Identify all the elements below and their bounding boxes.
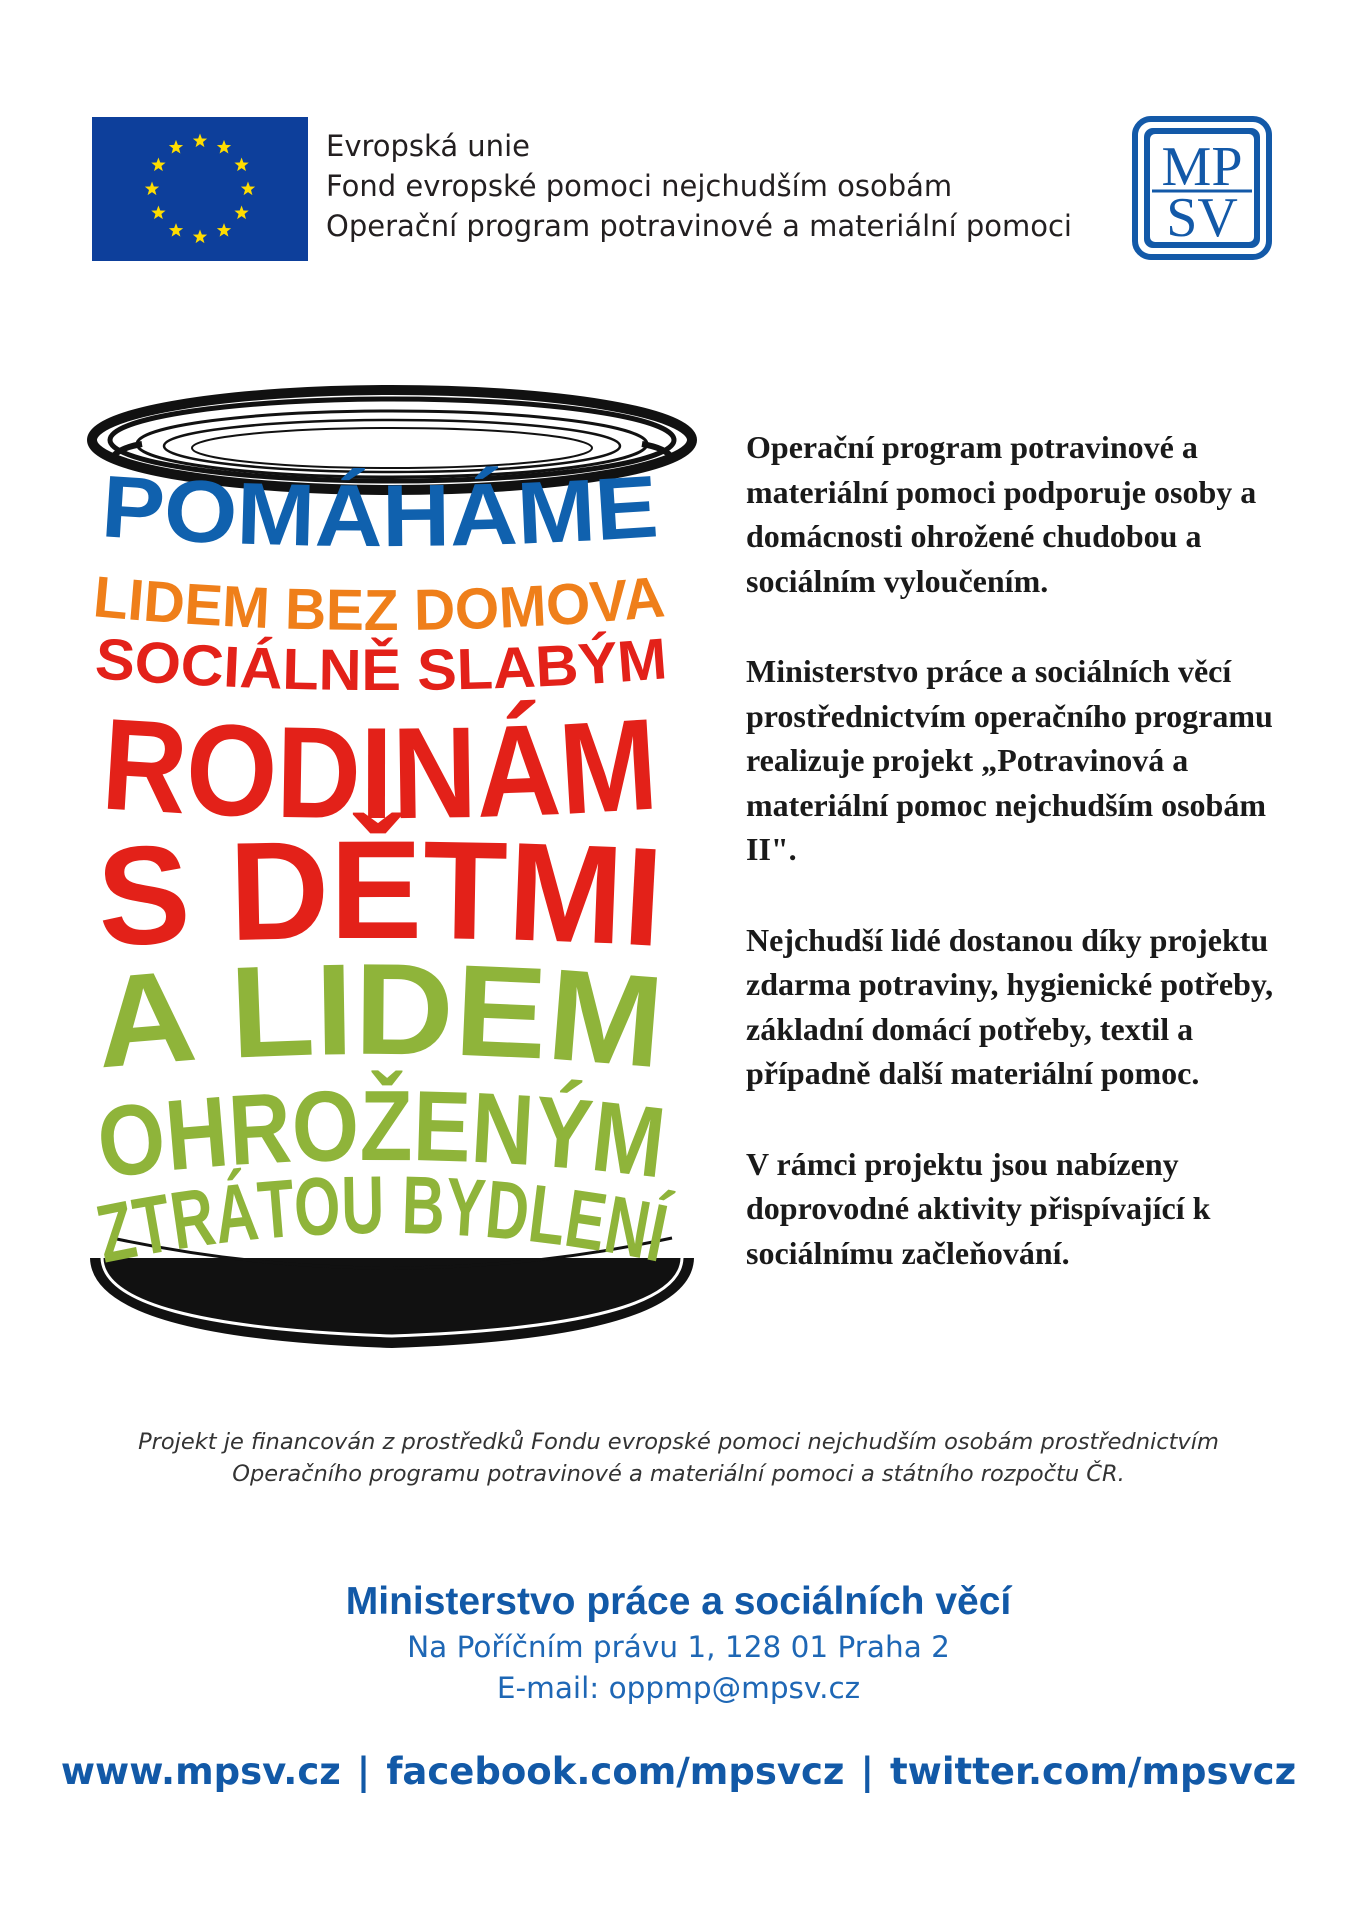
eu-star-icon xyxy=(193,230,207,244)
contact-block xyxy=(0,1577,1357,1709)
eu-star-icon xyxy=(151,158,165,172)
eu-line-program: Operační program potravinové a materiální pomoci xyxy=(326,209,1072,243)
info-column xyxy=(746,425,1306,1321)
mpsv-logo-bottom: SV xyxy=(1166,187,1238,249)
can-illustration xyxy=(82,378,702,1358)
can-text-line: POMÁHÁME xyxy=(98,456,657,566)
eu-star-icon xyxy=(241,182,255,196)
eu-star-icon xyxy=(169,140,183,154)
eu-star-icon xyxy=(234,206,248,220)
eu-star-icon xyxy=(217,223,231,237)
link-separator: | xyxy=(356,1750,371,1793)
link-website[interactable]: www.mpsv.cz xyxy=(60,1750,341,1793)
org-address: Na Poříčním právu 1, 128 01 Praha 2 xyxy=(407,1630,950,1664)
eu-stars-icon xyxy=(92,117,308,261)
funding-line: Operačního programu potravinové a materiální pomoci a státního rozpočtu ČR. xyxy=(232,1461,1125,1487)
can-text-line: A LIDEM xyxy=(90,935,663,1096)
eu-star-icon xyxy=(234,158,248,172)
eu-line-union: Evropská unie xyxy=(326,129,530,163)
org-name: Ministerstvo práce a sociálních věcí xyxy=(345,1580,1012,1623)
eu-star-icon xyxy=(145,182,159,196)
can-text-line: SOCIÁLNĚ SLABÝM xyxy=(92,626,669,704)
link-twitter[interactable]: twitter.com/mpsvcz xyxy=(889,1750,1297,1793)
eu-star-icon xyxy=(193,134,207,148)
can-text-line: S DĚTMI xyxy=(93,810,667,976)
mpsv-logo xyxy=(1132,116,1272,260)
funding-line: Projekt je financován z prostředků Fondu evropské pomoci nejchudším osobám prostřednictvím xyxy=(138,1429,1219,1455)
link-separator: | xyxy=(860,1750,874,1793)
link-facebook[interactable]: facebook.com/mpsvcz xyxy=(386,1750,845,1793)
info-paragraph-aid: Nejchudší lidé dostanou díky projektu zdarma potraviny, hygienické potřeby, základní domácí potřeby, textil a případně další materiální pomoc. xyxy=(746,921,1274,1091)
info-paragraph-ministry: Ministerstvo práce a sociálních věcí prostřednictvím operačního programu realizuje projekt „Potravinová a materiální pomoc nejchudším osobám II". xyxy=(746,653,1273,867)
eu-star-icon xyxy=(169,223,183,237)
org-email[interactable]: E-mail: oppmp@mpsv.cz xyxy=(496,1671,861,1705)
eu-flag xyxy=(92,117,308,261)
can-text-line: LIDEM BEZ DOMOVA xyxy=(90,564,669,644)
mpsv-logo-top: MP xyxy=(1161,136,1243,198)
can-text-line: OHROŽENÝM xyxy=(91,1069,682,1201)
eu-header-text xyxy=(326,126,1072,246)
can-text-line: RODINÁM xyxy=(98,689,672,847)
web-links xyxy=(0,1750,1357,1793)
funding-note xyxy=(60,1426,1297,1490)
eu-star-icon xyxy=(151,206,165,220)
info-paragraph-activities: V rámci projektu jsou nabízeny doprovodné aktivity přispívající k sociálnímu začleňování. xyxy=(746,1145,1211,1271)
can-text-line: ZTRÁTOU BYDLENÍ xyxy=(89,1159,681,1281)
info-paragraph-program: Operační program potravinové a materiální pomoci podporuje osoby a domácnosti ohrožené chudobou a sociálním vyloučením. xyxy=(746,429,1257,599)
eu-line-fund: Fond evropské pomoci nejchudším osobám xyxy=(326,169,953,203)
eu-star-icon xyxy=(217,140,231,154)
